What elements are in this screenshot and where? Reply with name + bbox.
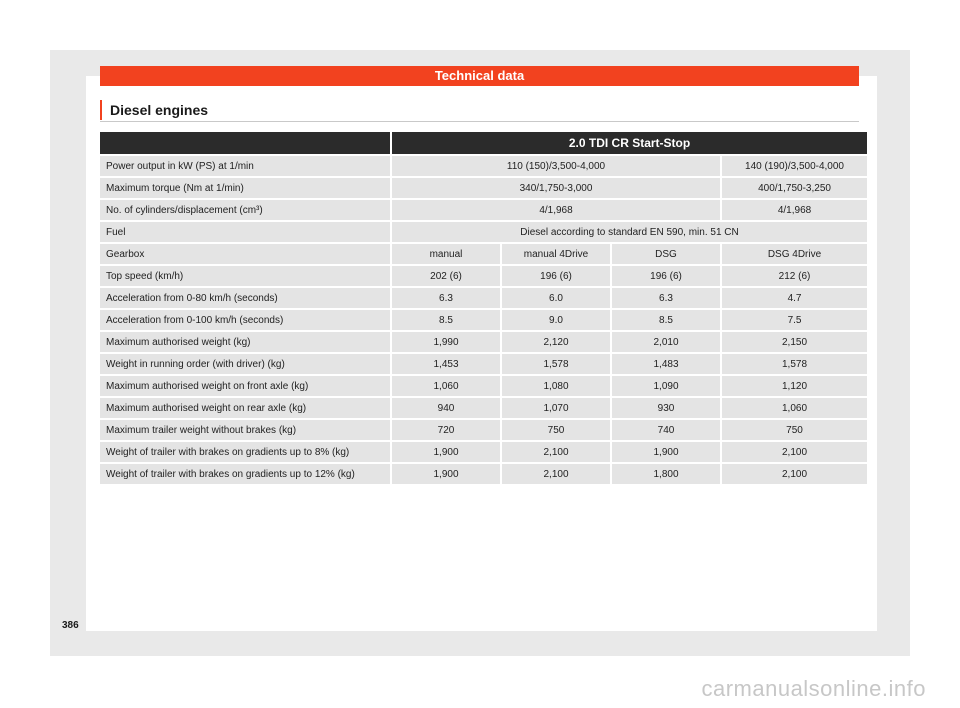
table-row bbox=[100, 420, 867, 440]
table-cell: 7.5 bbox=[722, 310, 867, 330]
table-cell: 6.3 bbox=[392, 288, 500, 308]
table-cell: 2,150 bbox=[722, 332, 867, 352]
table-cell: 1,900 bbox=[392, 464, 500, 484]
table-cell: 1,900 bbox=[612, 442, 720, 462]
table-cell: 1,578 bbox=[722, 354, 867, 374]
table-cell: 4/1,968 bbox=[392, 200, 720, 220]
watermark: carmanualsonline.info bbox=[701, 676, 926, 701]
table-cell: 1,070 bbox=[502, 398, 610, 418]
section-divider bbox=[100, 121, 859, 122]
table-cell: 140 (190)/3,500-4,000 bbox=[722, 156, 867, 176]
table-cell: 720 bbox=[392, 420, 500, 440]
table-cell: 750 bbox=[722, 420, 867, 440]
table-cell: 2,120 bbox=[502, 332, 610, 352]
table-cell: 196 (6) bbox=[502, 266, 610, 286]
row-label: Weight in running order (with driver) (kg) bbox=[100, 354, 390, 374]
table-cell: manual bbox=[392, 244, 500, 264]
row-label: No. of cylinders/displacement (cm³) bbox=[100, 200, 390, 220]
table-cell: 4.7 bbox=[722, 288, 867, 308]
table-cell: Diesel according to standard EN 590, min. 51 CN bbox=[392, 222, 867, 242]
table-cell: 8.5 bbox=[392, 310, 500, 330]
row-label: Weight of trailer with brakes on gradients up to 8% (kg) bbox=[100, 442, 390, 462]
table-cell: 400/1,750-3,250 bbox=[722, 178, 867, 198]
row-label: Weight of trailer with brakes on gradients up to 12% (kg) bbox=[100, 464, 390, 484]
table-cell: 1,990 bbox=[392, 332, 500, 352]
table-row bbox=[100, 310, 867, 330]
table-cell: 1,578 bbox=[502, 354, 610, 374]
table-cell: manual 4Drive bbox=[502, 244, 610, 264]
row-label: Acceleration from 0-100 km/h (seconds) bbox=[100, 310, 390, 330]
table-cell: 1,120 bbox=[722, 376, 867, 396]
table-cell: 1,080 bbox=[502, 376, 610, 396]
table-row bbox=[100, 376, 867, 396]
table-cell: 6.0 bbox=[502, 288, 610, 308]
table-row bbox=[100, 288, 867, 308]
table-row bbox=[100, 178, 867, 198]
table-cell: 196 (6) bbox=[612, 266, 720, 286]
table-row bbox=[100, 442, 867, 462]
table-cell: 1,900 bbox=[392, 442, 500, 462]
diesel-engine-spec-table bbox=[98, 130, 869, 486]
row-label: Acceleration from 0-80 km/h (seconds) bbox=[100, 288, 390, 308]
table-row bbox=[100, 354, 867, 374]
table-cell: 1,060 bbox=[392, 376, 500, 396]
row-label: Fuel bbox=[100, 222, 390, 242]
table-cell: 1,453 bbox=[392, 354, 500, 374]
table-row bbox=[100, 222, 867, 242]
table-row bbox=[100, 156, 867, 176]
table-cell: 740 bbox=[612, 420, 720, 440]
table-cell: 2,100 bbox=[722, 442, 867, 462]
row-label: Maximum authorised weight on front axle (kg) bbox=[100, 376, 390, 396]
table-header-row bbox=[100, 132, 867, 154]
row-label: Maximum authorised weight (kg) bbox=[100, 332, 390, 352]
table-cell: 212 (6) bbox=[722, 266, 867, 286]
table-row bbox=[100, 464, 867, 484]
table-cell: DSG 4Drive bbox=[722, 244, 867, 264]
table-cell: 940 bbox=[392, 398, 500, 418]
table-cell: 8.5 bbox=[612, 310, 720, 330]
table-cell: DSG bbox=[612, 244, 720, 264]
header-empty-cell bbox=[100, 132, 390, 154]
table-cell: 9.0 bbox=[502, 310, 610, 330]
table-row bbox=[100, 398, 867, 418]
page-number: 386 bbox=[62, 620, 79, 631]
row-label: Maximum torque (Nm at 1/min) bbox=[100, 178, 390, 198]
row-label: Power output in kW (PS) at 1/min bbox=[100, 156, 390, 176]
chapter-header: Technical data bbox=[100, 66, 859, 86]
table-row bbox=[100, 244, 867, 264]
row-label: Maximum authorised weight on rear axle (kg) bbox=[100, 398, 390, 418]
table-cell: 2,100 bbox=[722, 464, 867, 484]
table-cell: 2,010 bbox=[612, 332, 720, 352]
engine-column-header: 2.0 TDI CR Start-Stop bbox=[392, 132, 867, 154]
table-cell: 930 bbox=[612, 398, 720, 418]
section-title: Diesel engines bbox=[100, 100, 208, 120]
table-row bbox=[100, 200, 867, 220]
table-cell: 340/1,750-3,000 bbox=[392, 178, 720, 198]
table-cell: 6.3 bbox=[612, 288, 720, 308]
table-cell: 110 (150)/3,500-4,000 bbox=[392, 156, 720, 176]
table-cell: 1,060 bbox=[722, 398, 867, 418]
row-label: Maximum trailer weight without brakes (kg) bbox=[100, 420, 390, 440]
table-cell: 1,090 bbox=[612, 376, 720, 396]
row-label: Gearbox bbox=[100, 244, 390, 264]
row-label: Top speed (km/h) bbox=[100, 266, 390, 286]
table-row bbox=[100, 266, 867, 286]
table-cell: 1,800 bbox=[612, 464, 720, 484]
table-cell: 202 (6) bbox=[392, 266, 500, 286]
table-cell: 4/1,968 bbox=[722, 200, 867, 220]
table-cell: 1,483 bbox=[612, 354, 720, 374]
table-cell: 2,100 bbox=[502, 442, 610, 462]
table-cell: 2,100 bbox=[502, 464, 610, 484]
table-cell: 750 bbox=[502, 420, 610, 440]
table-row bbox=[100, 332, 867, 352]
